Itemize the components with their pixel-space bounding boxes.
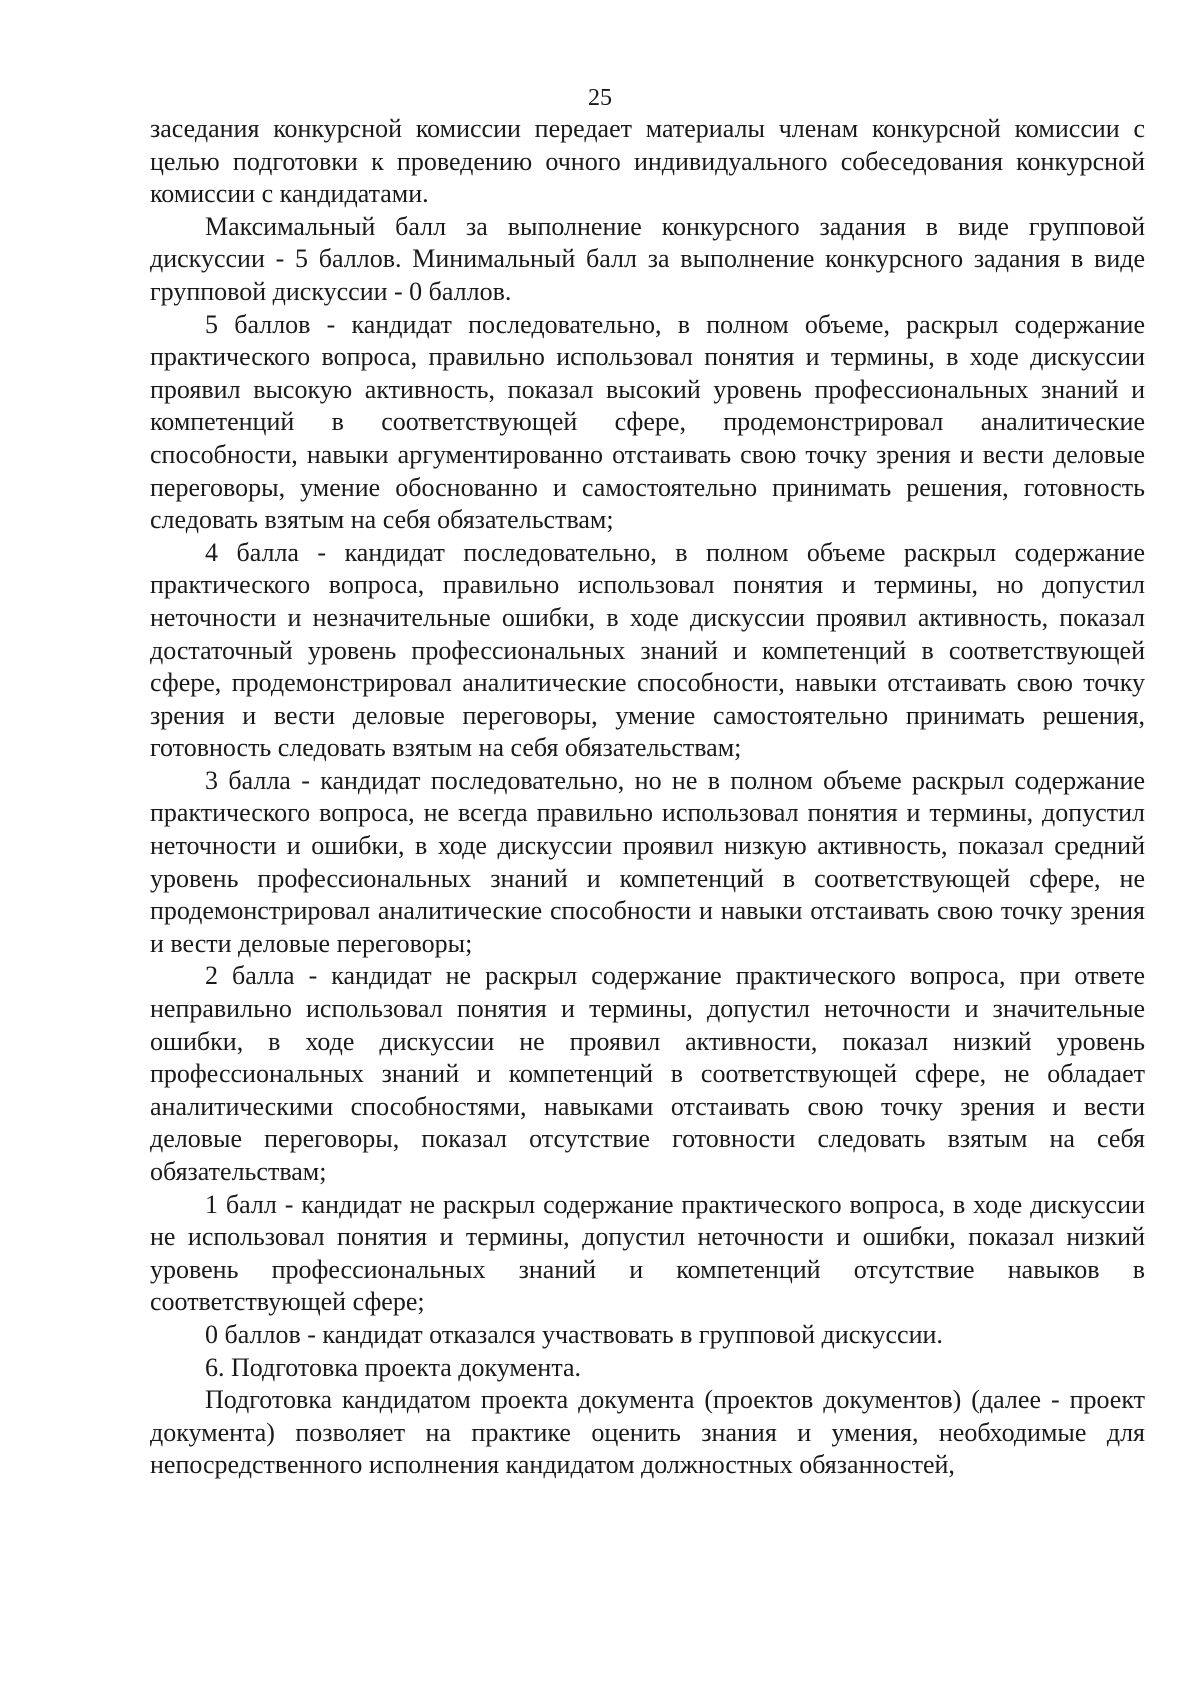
paragraph-score-5: 5 баллов - кандидат последовательно, в полном объеме, раскрыл содержание практического вопроса, правильно использовал понятия и термины, в ходе дискуссии проявил высокую активность, показал высокий уровень профессиональных знаний и компетенций в соответствующей сфере, продемонстрировал аналитические способности, навыки аргументированно отстаивать свою точку зрения и вести деловые переговоры, умение обоснованно и самостоятельно принимать решения, готовность следовать взятым на себя обязательствам; [150, 309, 1145, 535]
page-number: 25 [588, 85, 612, 111]
paragraph-max-min-score: Максимальный балл за выполнение конкурсного задания в виде групповой дискуссии - 5 баллов. Минимальный балл за выполнение конкурсного задания в виде групповой дискуссии - 0 баллов. [150, 211, 1145, 306]
paragraph-score-1: 1 балл - кандидат не раскрыл содержание практического вопроса, в ходе дискуссии не использовал понятия и термины, допустил неточности и ошибки, показал низкий уровень профессиональных знаний и компетенций отсутствие навыков в соответствующей сфере; [150, 1189, 1145, 1317]
paragraph-continuation: заседания конкурсной комиссии передает материалы членам конкурсной комиссии с целью подготовки к проведению очного индивидуального собеседования конкурсной комиссии с кандидатами. [150, 114, 1145, 209]
document-body [150, 113, 1145, 1482]
paragraph-document-draft: Подготовка кандидатом проекта документа (проектов документов) (далее - проект документа) позволяет на практике оценить знания и умения, необходимые для непосредственного исполнения кандидатом должностных обязанностей, [150, 1385, 1145, 1480]
paragraph-score-2: 2 балла - кандидат не раскрыл содержание практического вопроса, при ответе неправильно использовал понятия и термины, допустил неточности и значительные ошибки, в ходе дискуссии не проявил активности, показал низкий уровень профессиональных знаний и компетенций в соответствующей сфере, не обладает аналитическими способностями, навыками отстаивать свою точку зрения и вести деловые переговоры, показал отсутствие готовности следовать взятым на себя обязательствам; [150, 961, 1145, 1186]
paragraph-score-3: 3 балла - кандидат последовательно, но не в полном объеме раскрыл содержание практического вопроса, не всегда правильно использовал понятия и термины, допустил неточности и ошибки, в ходе дискуссии проявил низкую активность, показал средний уровень профессиональных знаний и компетенций в соответствующей сфере, не продемонстрировал аналитические способности и навыки отстаивать свою точку зрения и вести деловые переговоры; [150, 765, 1145, 958]
paragraph-score-4: 4 балла - кандидат последовательно, в полном объеме раскрыл содержание практического вопроса, правильно использовал понятия и термины, но допустил неточности и незначительные ошибки, в ходе дискуссии проявил активность, показал достаточный уровень профессиональных знаний и компетенций в соответствующей сфере, продемонстрировал аналитические способности, навыки отстаивать свою точку зрения и вести деловые переговоры, умение самостоятельно принимать решения, готовность следовать взятым на себя обязательствам; [150, 537, 1145, 763]
section-heading-document-draft: 6. Подготовка проекта документа. [205, 1352, 582, 1382]
paragraph-score-0: 0 баллов - кандидат отказался участвовать в групповой дискуссии. [205, 1319, 943, 1349]
